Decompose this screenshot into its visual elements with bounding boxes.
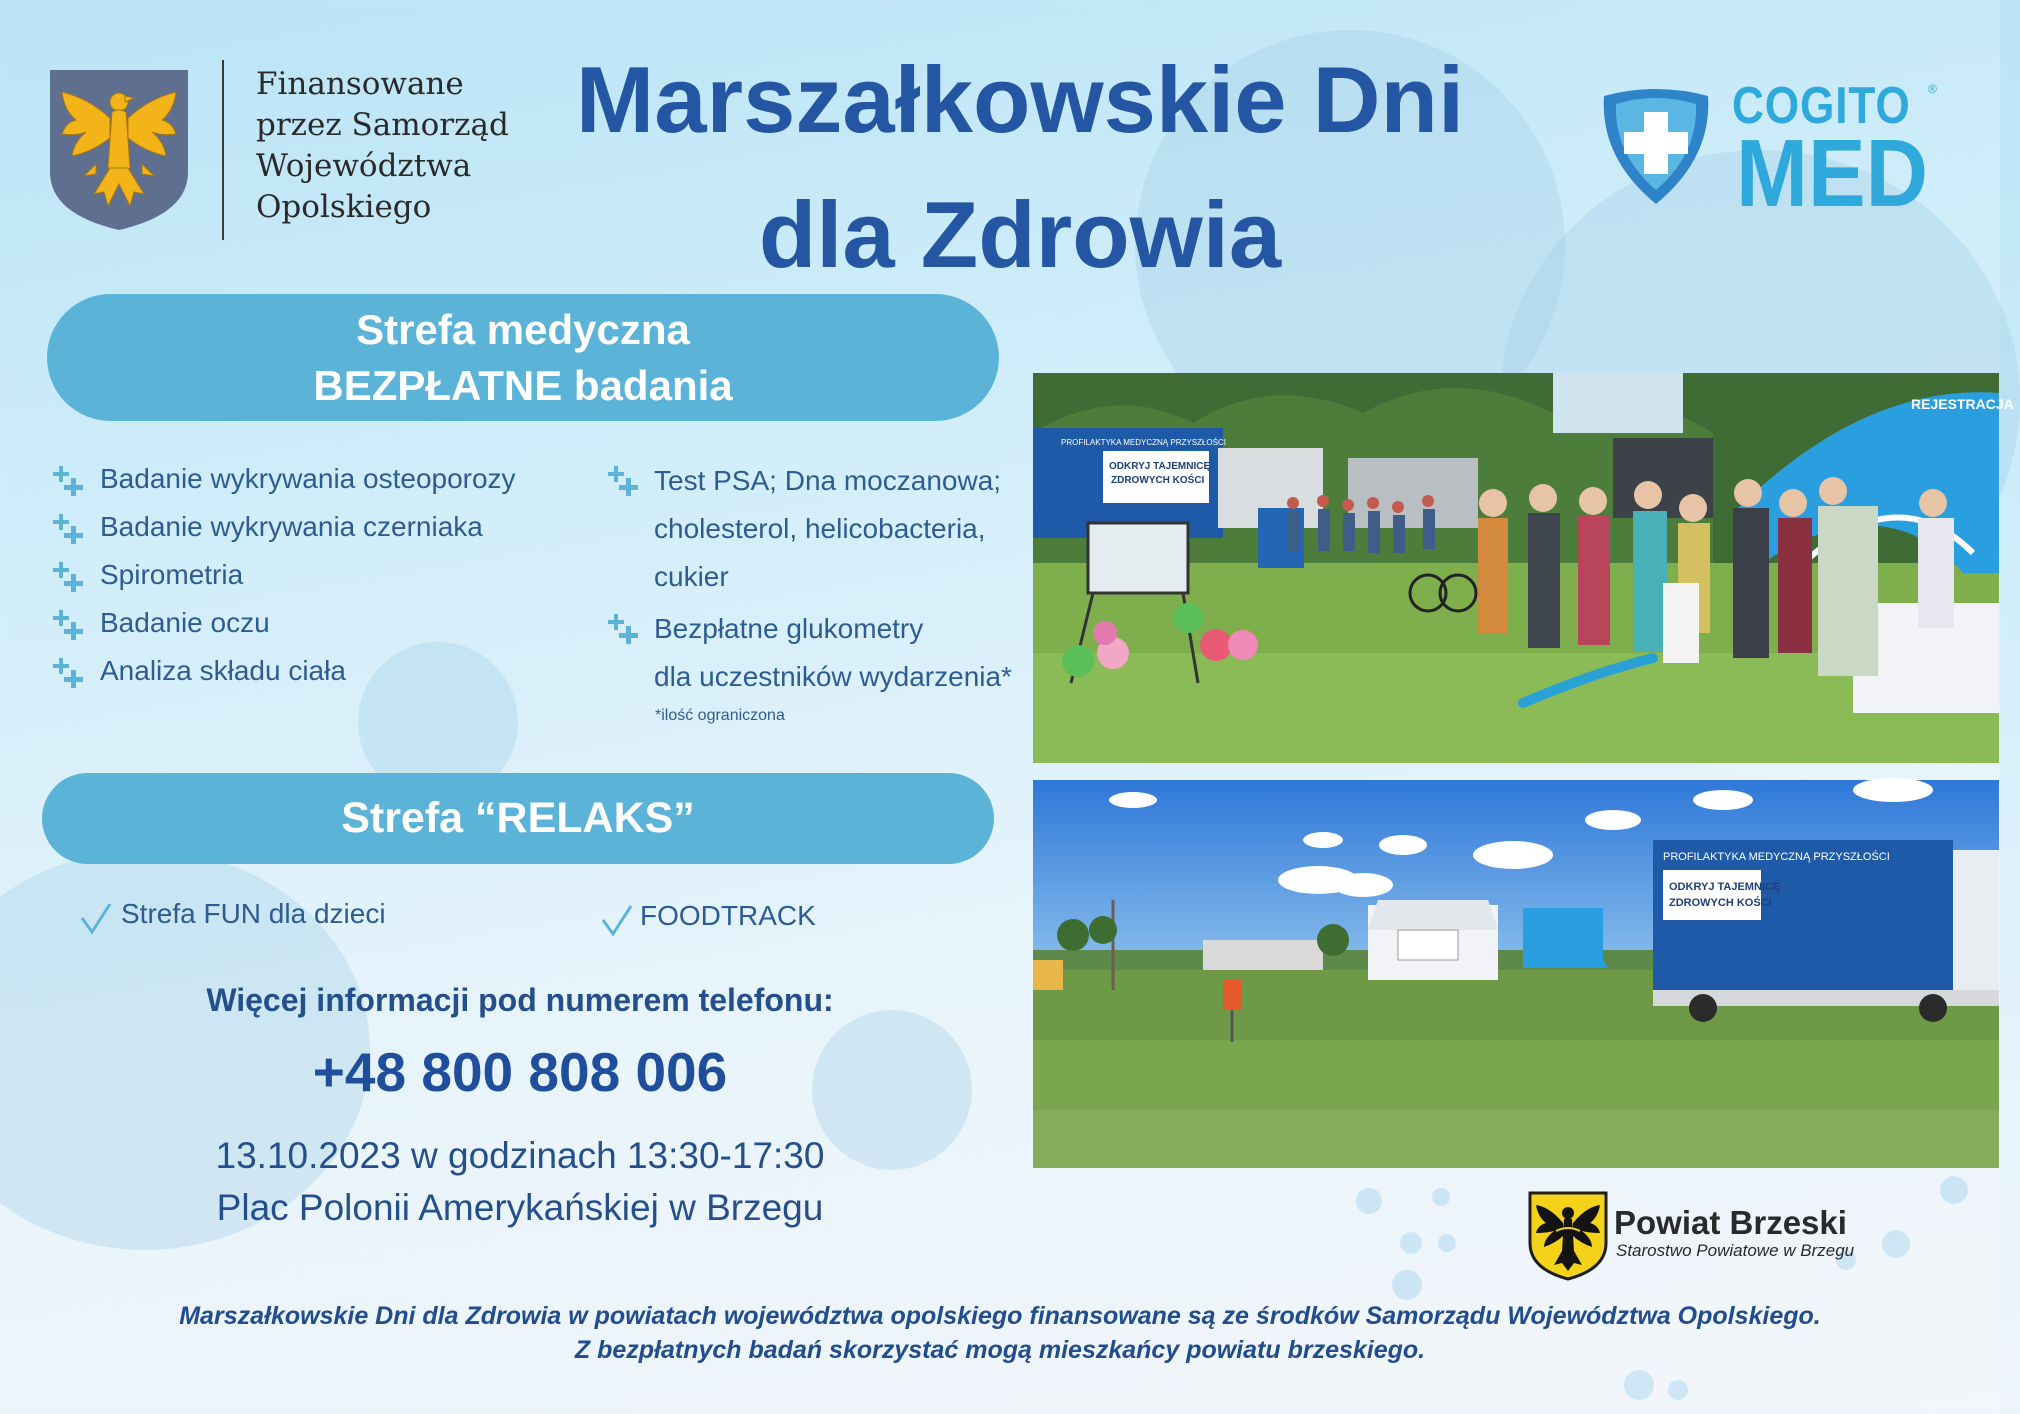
phone-number[interactable]: +48 800 808 006 [312,1041,728,1103]
event-title-line-2: dla Zdrowia [758,182,1282,287]
event-title-line-1: Marszałkowskie Dni [575,47,1465,152]
medical-item-line: dla uczestników wydarzenia* [654,661,1012,692]
cogito-logo-word: COGITO [1732,77,1911,135]
banner-text: PROFILAKTYKA MEDYCZNĄ PRZYSZŁOŚCI [1663,851,1890,863]
double-plus-icon [52,608,84,640]
event-photo-field [1033,780,1999,1168]
background-dot [1400,1232,1422,1254]
background-dot [1882,1230,1910,1258]
medical-zone-subtitle: BEZPŁATNE badania [313,362,733,409]
background-dot [1624,1370,1654,1400]
footer-eligibility-note: Z bezpłatnych badań skorzystać mogą mieszkańcy powiatu brzeskiego. [574,1336,1426,1364]
medical-item: Badanie wykrywania czerniaka [100,511,483,542]
background-dot [1940,1176,1968,1204]
banner-text: ODKRYJ TAJEMNICĘ [1669,881,1781,893]
contact-label: Więcej informacji pod numerem telefonu: [206,982,834,1018]
medical-cross-shield-icon [1596,78,1746,208]
footnote: *ilość ograniczona [655,707,785,724]
event-photo-field-illustration [1033,780,1999,1168]
banner-text: ZDROWYCH KOŚCI [1669,897,1772,909]
double-plus-icon [52,464,84,496]
event-location: Plac Polonii Amerykańskiej w Brzegu [216,1187,824,1228]
med-logo-word: MED [1736,120,1928,227]
medical-item-line: cukier [654,561,729,592]
background-dot [1438,1234,1456,1252]
footer-funding-note: Marszałkowskie Dni dla Zdrowia w powiatach województwa opolskiego finansowane są ze środków Samorządu Województwa Opolskiego. [179,1302,1821,1330]
funding-line: przez Samorząd [256,107,509,143]
relax-zone-header: Strefa “RELAKS” [42,773,994,864]
checkmark-icon [601,904,633,936]
medical-item: Badanie oczu [100,607,270,638]
funding-line: Finansowane [256,66,464,102]
opole-voivodeship-eagle-crest-icon [48,68,190,232]
medical-item-line: Bezpłatne glukometry [654,613,924,644]
background-dot [1432,1188,1450,1206]
registered-mark: ® [1928,82,1937,96]
event-date-time: 13.10.2023 w godzinach 13:30-17:30 [215,1135,825,1176]
medical-zone-title: Strefa medyczna [356,306,690,353]
funding-line: Województwa [256,148,472,184]
checkmark-icon [80,902,112,934]
medical-item: Badanie wykrywania osteoporozy [100,463,516,494]
medical-item: Analiza składu ciała [100,655,346,686]
tent-text: REJESTRACJA [1911,396,2014,412]
funding-line: Opolskiego [256,189,432,225]
relax-item: FOODTRACK [640,900,816,931]
medical-item: Spirometria [100,559,244,590]
funding-divider [222,60,224,240]
banner-text: PROFILAKTYKA MEDYCZNĄ PRZYSZŁOŚCI [1061,438,1226,447]
double-plus-icon [52,512,84,544]
background-dot [1392,1270,1422,1300]
banner-text: ODKRYJ TAJEMNICĘ [1109,461,1211,472]
medical-zone-header [47,294,999,421]
medical-item-line: cholesterol, helicobacteria, [654,513,986,544]
event-photo-crowd-illustration [1033,373,2014,763]
double-plus-icon [607,612,639,644]
funding-text [256,64,509,228]
medical-item-line: Test PSA; Dna moczanowa; [654,465,1002,496]
double-plus-icon [607,464,639,496]
double-plus-icon [52,656,84,688]
powiat-brzeski-eagle-crest-icon [1528,1191,1608,1281]
county-subtitle: Starostwo Powiatowe w Brzegu [1616,1241,1855,1260]
event-photo-crowd [1033,373,2014,763]
county-name: Powiat Brzeski [1614,1204,1847,1241]
background-dot [1668,1380,1688,1400]
relax-item: Strefa FUN dla dzieci [121,898,386,929]
banner-text: ZDROWYCH KOŚCI [1111,475,1205,486]
double-plus-icon [52,560,84,592]
background-dot [1356,1188,1382,1214]
